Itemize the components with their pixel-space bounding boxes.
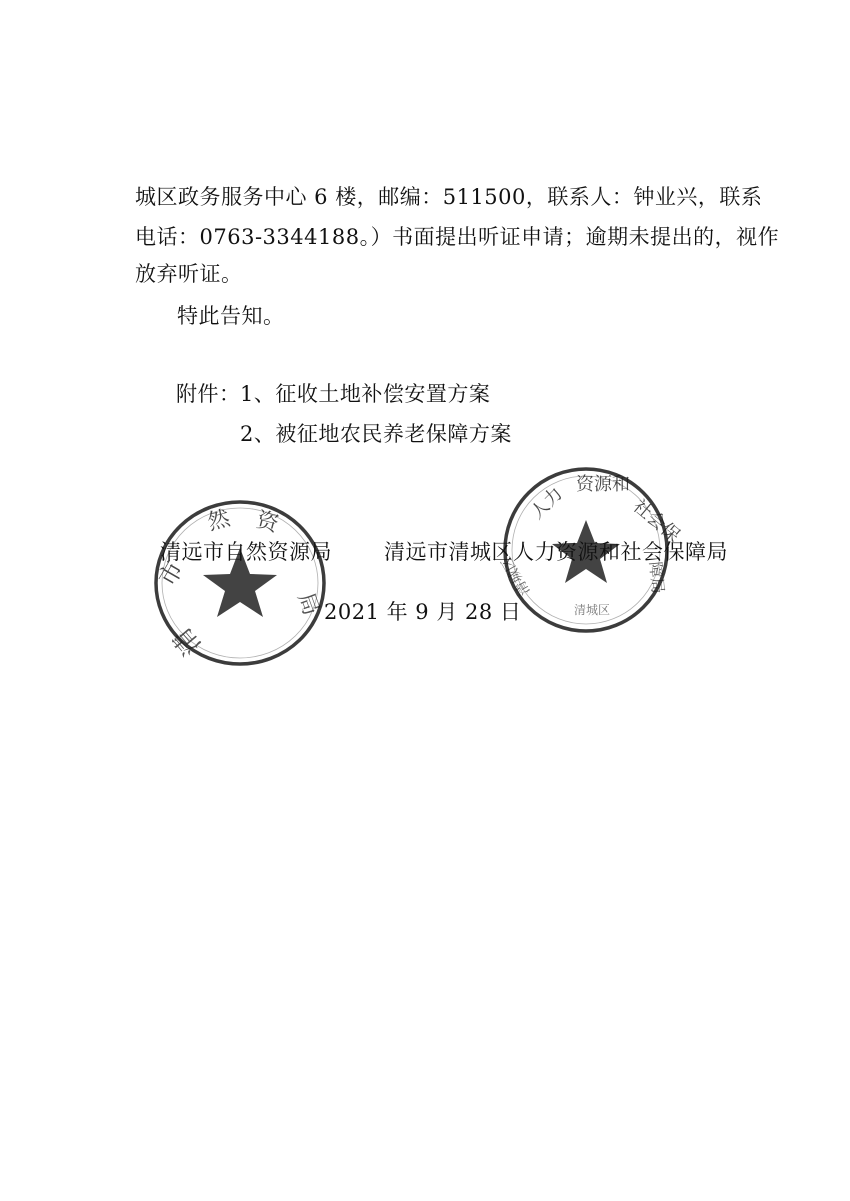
- svg-text:清: 清: [167, 621, 208, 661]
- svg-text:社会保: 社会保: [628, 495, 684, 547]
- attachment-item-2: 2、被征地农民养老保障方案: [240, 422, 512, 446]
- closing-text: 特此告知。: [177, 304, 285, 328]
- signature-left: 清远市自然资源局: [160, 540, 332, 564]
- svg-text:资源和: 资源和: [576, 474, 630, 495]
- body-line-1: 城区政务服务中心 6 楼，邮编：511500，联系人：钟业兴，联系: [135, 185, 763, 209]
- svg-text:障局: 障局: [646, 560, 668, 595]
- svg-text:局: 局: [292, 589, 324, 619]
- svg-text:清城区: 清城区: [574, 603, 611, 617]
- left-official-seal: [150, 496, 330, 671]
- svg-text:然: 然: [205, 505, 233, 536]
- signature-right: 清远市清城区人力资源和社会保障局: [384, 540, 728, 564]
- svg-text:市: 市: [152, 556, 190, 591]
- svg-text:人力: 人力: [526, 483, 567, 524]
- svg-text:资: 资: [253, 507, 282, 538]
- attachments-label: 附件：: [176, 382, 241, 406]
- attachment-item-1: 1、征收土地补偿安置方案: [240, 382, 491, 406]
- body-line-3: 放弃听证。: [135, 262, 243, 286]
- body-line-2: 电话：0763-3344188。）书面提出听证申请；逾期未提出的，视作: [135, 225, 780, 249]
- document-date: 2021 年 9 月 28 日: [324, 600, 522, 624]
- svg-text:清城区: 清城区: [498, 553, 534, 598]
